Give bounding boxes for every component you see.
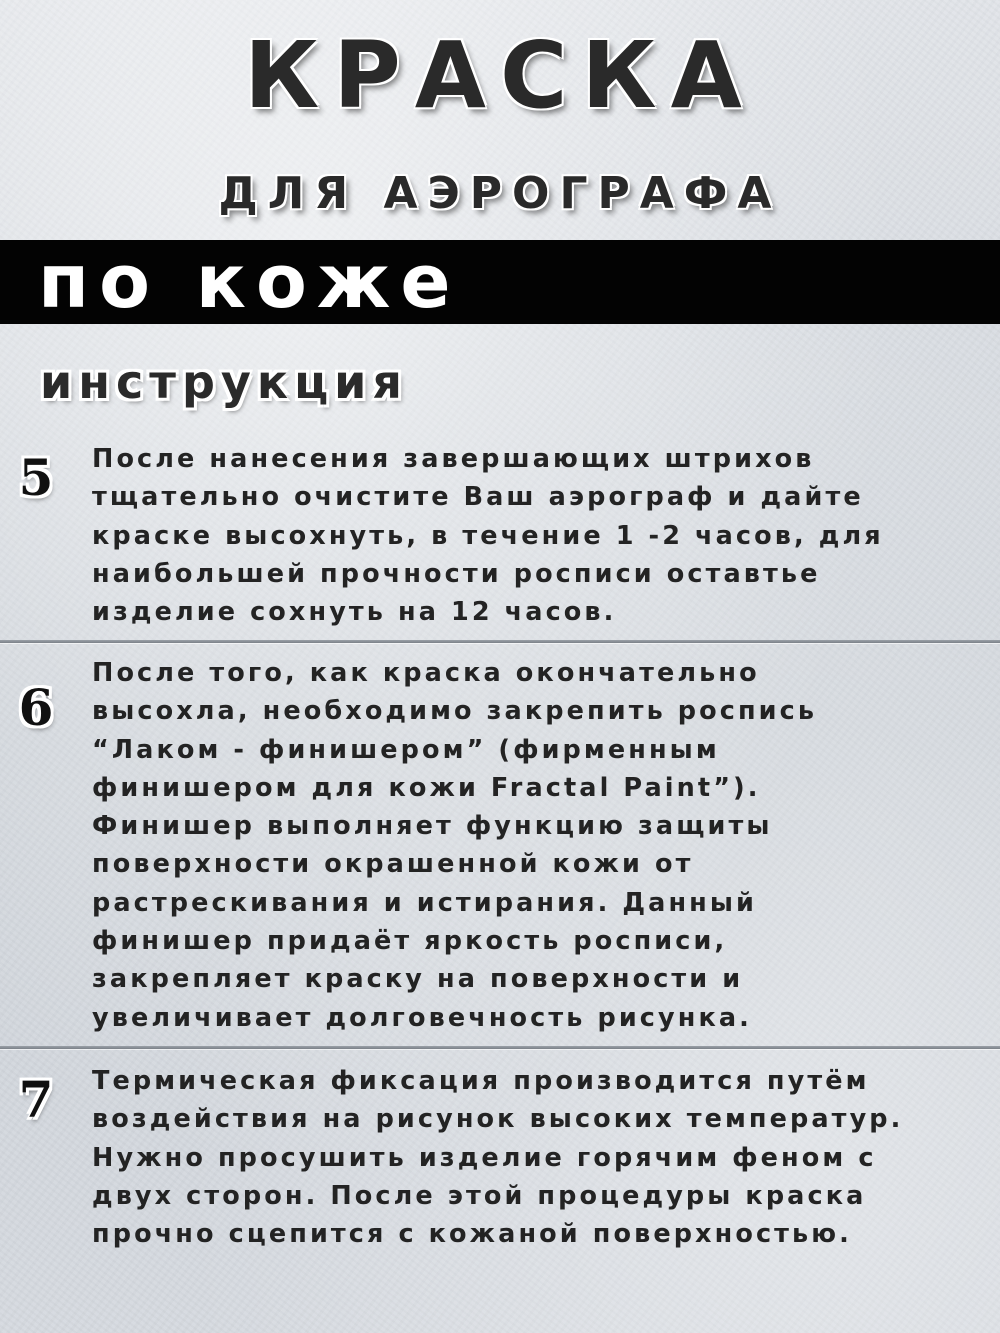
step-text-line: высохла, необходимо закрепить роспись xyxy=(92,696,818,727)
band-text: по коже xyxy=(38,239,461,325)
step-text-line: Нужно просушить изделие горячим феном с xyxy=(92,1142,877,1173)
step-number: 5 xyxy=(18,448,54,507)
instruction-subtitle: инструкция xyxy=(40,355,408,409)
step-text-line: воздействия на рисунок высоких температур. xyxy=(92,1104,904,1135)
step-text-line: поверхности окрашенной кожи от xyxy=(92,849,694,880)
step-text-line: “Лаком - финишером” (фирменным xyxy=(92,734,720,765)
step-text-line: изделие сохнуть на 12 часов. xyxy=(92,597,617,628)
title-line-2: ДЛЯ АЭРОГРАФА xyxy=(218,168,782,219)
step-text-line: растрескивания и истирания. Данный xyxy=(92,887,758,918)
step-number: 6 xyxy=(18,678,54,737)
step-text-line: тщательно очистите Ваш аэрограф и дайте xyxy=(92,482,864,513)
step-text-line: После нанесения завершающих штрихов xyxy=(92,444,815,474)
step-text xyxy=(92,654,972,1037)
step-text-line: двух сторон. После этой процедуры краска xyxy=(92,1180,867,1211)
step-text-line: финишером для кожи Fractal Paint”). xyxy=(92,772,761,803)
step-text-line: финишер придаёт яркость росписи, xyxy=(92,926,728,957)
step-text xyxy=(92,440,972,631)
step-text-line: краске высохнуть, в течение 1 -2 часов, для xyxy=(92,520,884,551)
step-text-line: Термическая фиксация производится путём xyxy=(92,1066,870,1096)
title-line-1: КРАСКА xyxy=(244,22,756,129)
black-band xyxy=(0,240,1000,324)
step-number: 7 xyxy=(18,1070,54,1129)
step-text-line: закрепляет краску на поверхности и xyxy=(92,964,744,995)
step-text xyxy=(92,1062,972,1253)
divider xyxy=(0,640,1000,643)
step-text-line: увеличивает долговечность рисунка. xyxy=(92,1002,752,1033)
step-text-line: наибольшей прочности росписи оставтье xyxy=(92,558,821,589)
step-text-line: После того, как краска окончательно xyxy=(92,658,760,688)
step-text-line: Финишер выполняет функцию защиты xyxy=(92,811,773,842)
divider xyxy=(0,1046,1000,1049)
step-text-line: прочно сцепится с кожаной поверхностью. xyxy=(92,1219,852,1250)
